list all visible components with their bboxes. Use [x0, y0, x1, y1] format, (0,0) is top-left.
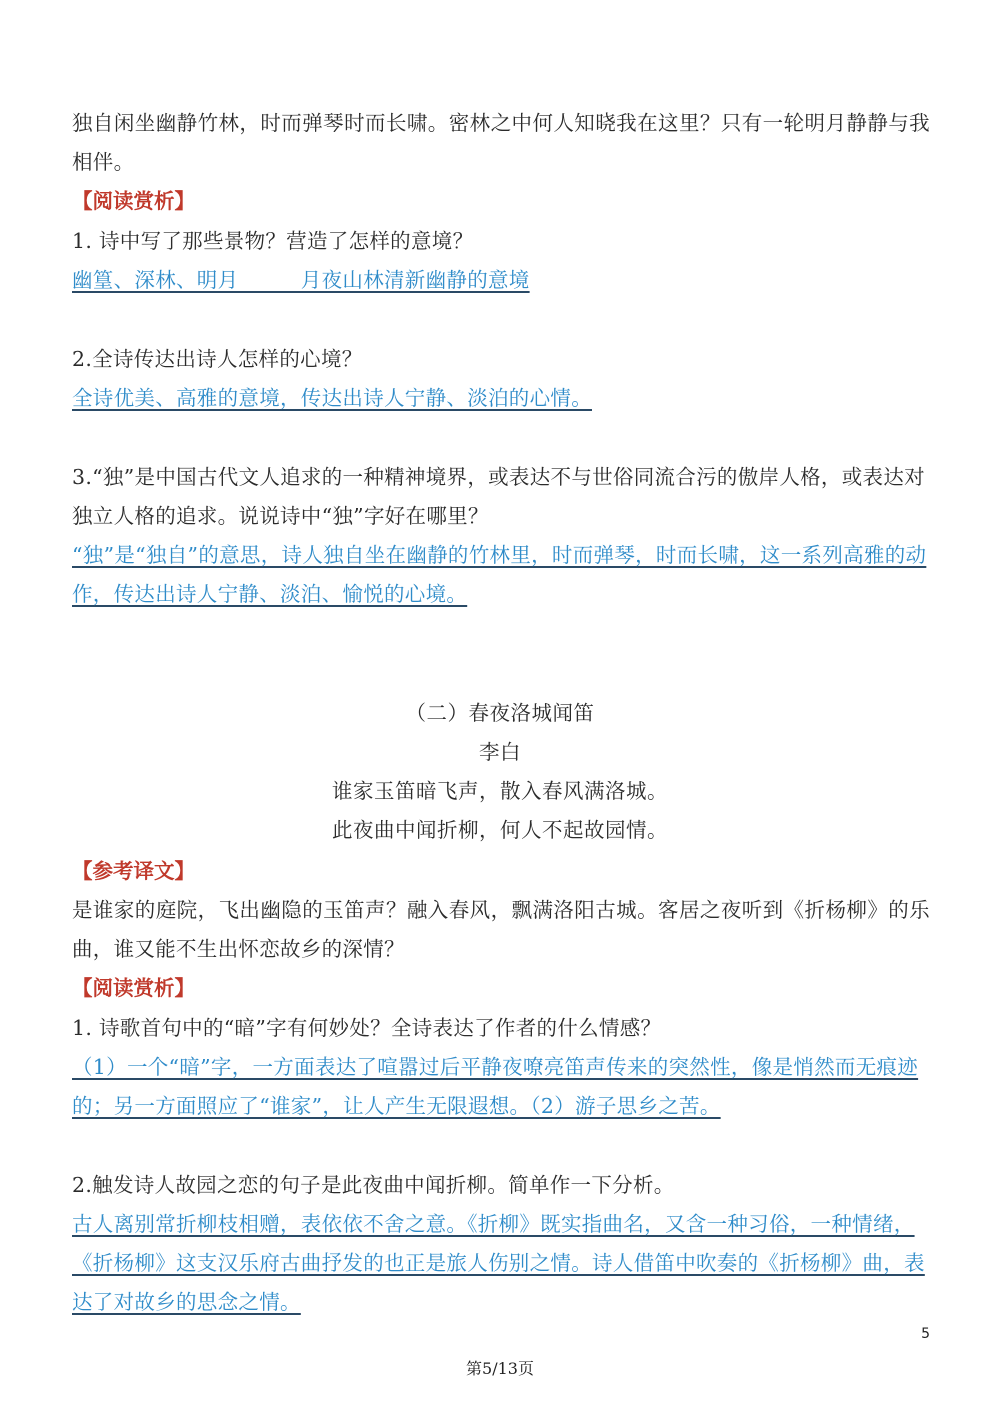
analysis-heading-2: 【阅读赏析】: [72, 976, 195, 1000]
question-2-1: 1. 诗歌首句中的“暗”字有何妙处？全诗表达了作者的什么情感？: [72, 1016, 662, 1040]
answer-1-3: [72, 536, 930, 614]
poem-line-1: 谁家玉笛暗飞声，散入春风满洛城。: [332, 779, 668, 803]
answer-2-1-text: （1）一个“暗”字，一方面表达了喧嚣过后平静夜嘹亮笛声传来的突然性，像是悄然而无痕迹的；另一方面照应了“谁家”，让人产生无限遐想。（2）游子思乡之苦。: [72, 1055, 919, 1118]
answer-2-2: [72, 1205, 930, 1322]
question-1-3: 3.“独”是中国古代文人追求的一种精神境界，或表达不与世俗同流合污的傲岸人格，或表达对独立人格的追求。说说诗中“独”字好在哪里？: [72, 465, 925, 528]
question-1-1: 1. 诗中写了那些景物？营造了怎样的意境？: [72, 229, 474, 253]
answer-1-3-text: “独”是“独自”的意思，诗人独自坐在幽静的竹林里，时而弹琴，时而长啸，这一系列高雅的动作，传达出诗人宁静、淡泊、愉悦的心境。: [72, 543, 927, 606]
answer-2-1: [72, 1048, 930, 1126]
translation-paragraph-2: 是谁家的庭院，飞出幽隐的玉笛声？融入春风，飘满洛阳古城。客居之夜听到《折杨柳》的乐曲，谁又能不生出怀恋故乡的深情？: [72, 898, 930, 961]
answer-1-2: [72, 379, 930, 418]
answer-1-1: [72, 261, 930, 300]
answer-2-2-text: 古人离别常折柳枝相赠，表依依不舍之意。《折柳》既实指曲名，又含一种习俗，一种情绪，《折杨柳》这支汉乐府古曲抒发的也正是旅人伤别之情。诗人借笛中吹奏的《折杨柳》曲，表达了对故乡的思念之情。: [72, 1212, 925, 1314]
translation-paragraph-1: 独自闲坐幽静竹林，时而弹琴时而长啸。密林之中何人知晓我在这里？只有一轮明月静静与我相伴。: [72, 111, 930, 174]
question-2-2: 2.触发诗人故园之恋的句子是此夜曲中闻折柳。简单作一下分析。: [72, 1173, 675, 1197]
translation-heading: 【参考译文】: [72, 859, 195, 883]
poem-title: （二）春夜洛城闻笛: [405, 701, 595, 725]
page-footer: 第5/13页: [466, 1359, 534, 1378]
poem-line-2: 此夜曲中闻折柳，何人不起故园情。: [332, 818, 668, 842]
answer-1-2-text: 全诗优美、高雅的意境，传达出诗人宁静、淡泊的心情。: [72, 386, 592, 410]
page-number: 5: [921, 1326, 930, 1342]
question-1-2: 2.全诗传达出诗人怎样的心境？: [72, 347, 363, 371]
analysis-heading-1: 【阅读赏析】: [72, 189, 195, 213]
poem-author: 李白: [479, 740, 521, 764]
answer-1-1-text: 幽篁、深林、明月 月夜山林清新幽静的意境: [72, 268, 530, 292]
